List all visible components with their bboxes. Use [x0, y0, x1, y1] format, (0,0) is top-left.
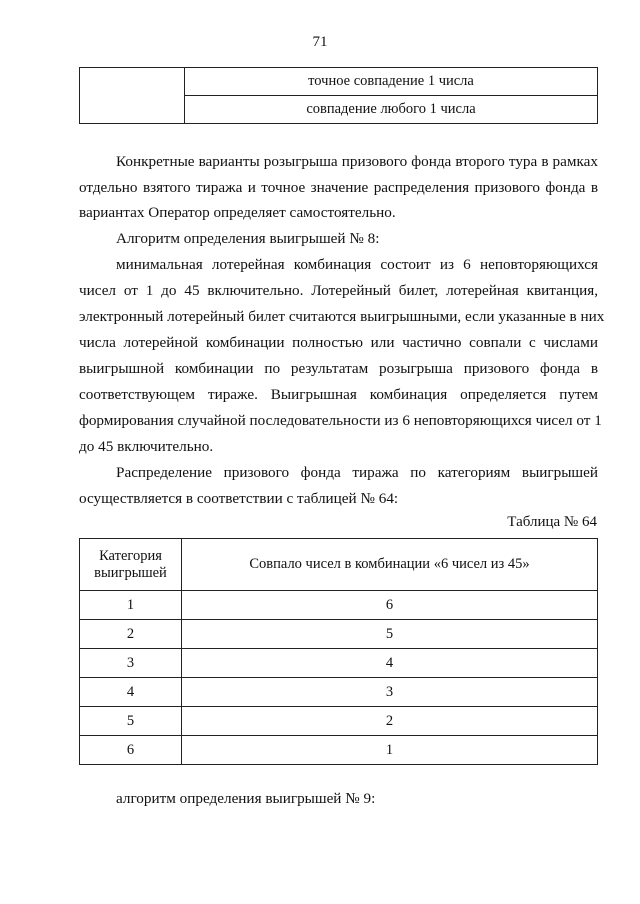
table-caption: Таблица № 64 [507, 514, 597, 530]
category-cell: 6 [80, 736, 182, 765]
matched-cell: 3 [182, 678, 598, 707]
header-line: выигрышей [94, 564, 167, 581]
empty-cell [80, 68, 185, 124]
category-cell: 5 [80, 707, 182, 736]
category-cell: 4 [80, 678, 182, 707]
column-header-matched: Совпало чисел в комбинации «6 чисел из 45» [182, 539, 598, 591]
paragraph-line: электронный лотерейный билет считаются выигрышными, если указанные в них [79, 308, 605, 325]
table-row [80, 736, 598, 765]
matched-cell: 5 [182, 620, 598, 649]
table-row [80, 649, 598, 678]
paragraph-line: вариантах Оператор определяет самостоятельно. [79, 204, 396, 221]
paragraph-line: отдельно взятого тиража и точное значение распределения призового фонда в [79, 179, 598, 196]
table-row [80, 678, 598, 707]
table-row [80, 591, 598, 620]
paragraph-line: Распределение призового фонда тиража по категориям выигрышей [116, 464, 598, 481]
table-row [80, 620, 598, 649]
paragraph-line: соответствующем тираже. Выигрышная комбинация определяется путем [79, 386, 598, 403]
matched-cell: 2 [182, 707, 598, 736]
table-row [80, 707, 598, 736]
paragraph-line: выигрышной комбинации по результатам розыгрыша призового фонда в [79, 360, 598, 377]
page-number: 71 [312, 34, 328, 50]
matched-cell: 6 [182, 591, 598, 620]
algorithm-heading: алгоритм определения выигрышей № 9: [116, 790, 376, 807]
column-header-category [80, 539, 182, 591]
paragraph-line: осуществляется в соответствии с таблицей № 64: [79, 490, 399, 507]
paragraph-line: до 45 включительно. [79, 438, 214, 455]
algorithm-heading: Алгоритм определения выигрышей № 8: [116, 230, 380, 247]
table-row [80, 68, 598, 96]
continuation-table [79, 67, 598, 124]
table-cell: точное совпадение 1 числа [185, 68, 598, 96]
category-cell: 2 [80, 620, 182, 649]
category-cell: 3 [80, 649, 182, 678]
matched-cell: 1 [182, 736, 598, 765]
table-cell: совпадение любого 1 числа [185, 96, 598, 124]
header-line: Категория [99, 547, 162, 564]
paragraph-line: формирования случайной последовательности из 6 неповторяющихся чисел от 1 [79, 412, 602, 429]
table-header-row [80, 539, 598, 591]
matched-cell: 4 [182, 649, 598, 678]
paragraph-line: минимальная лотерейная комбинация состоит из 6 неповторяющихся [116, 256, 598, 273]
prize-category-table [79, 538, 598, 765]
paragraph-line: Конкретные варианты розыгрыша призового фонда второго тура в рамках [116, 153, 598, 170]
category-cell: 1 [80, 591, 182, 620]
paragraph-line: числа лотерейной комбинации полностью или частично совпали с числами [79, 334, 598, 351]
paragraph-line: чисел от 1 до 45 включительно. Лотерейный билет, лотерейная квитанция, [79, 282, 598, 299]
